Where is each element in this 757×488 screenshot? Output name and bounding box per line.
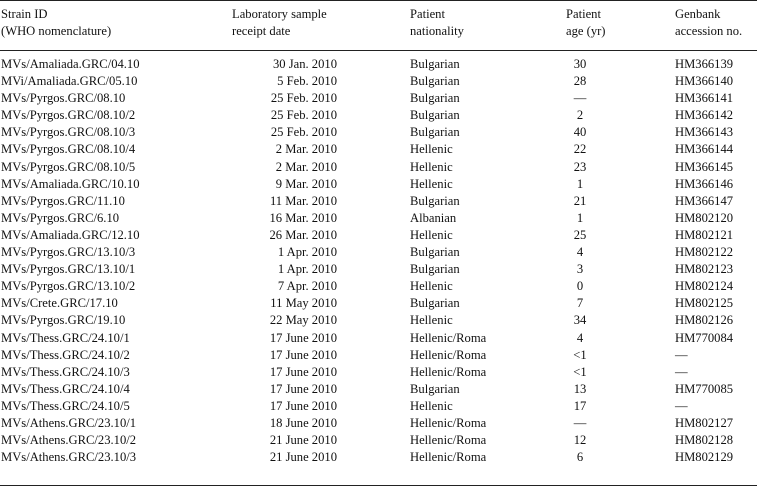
accession-cell: — (675, 364, 688, 379)
table-row (0, 141, 757, 158)
receipt-date-cell: 1 Apr. 2010 (277, 245, 337, 260)
strain-id-cell: MVs/Thess.GRC/24.10/1 (1, 330, 130, 345)
table-row (0, 312, 757, 329)
accession-cell: HM366143 (675, 125, 734, 140)
accession-cell: HM366142 (675, 108, 734, 123)
age-cell: 12 (573, 433, 587, 448)
age-cell: 2 (576, 108, 584, 123)
age-cell: 23 (573, 159, 587, 174)
table-header (0, 6, 757, 46)
accession-cell: HM366146 (675, 176, 734, 191)
nationality-cell: Bulgarian (410, 108, 460, 123)
nationality-cell: Hellenic/Roma (410, 450, 487, 465)
receipt-date-cell: 17 June 2010 (269, 330, 337, 345)
nationality-cell: Hellenic (410, 159, 453, 174)
table-row (0, 330, 757, 347)
table-row (0, 210, 757, 227)
nationality-cell: Hellenic (410, 398, 453, 413)
accession-cell: HM802125 (675, 296, 734, 311)
accession-cell: HM802120 (675, 210, 734, 225)
table-row (0, 107, 757, 124)
strain-id-cell: MVs/Amaliada.GRC/04.10 (1, 57, 140, 71)
accession-cell: HM366144 (675, 142, 734, 157)
strain-id-cell: MVs/Athens.GRC/23.10/3 (1, 450, 137, 465)
table-row (0, 193, 757, 210)
receipt-date-cell: 9 Mar. 2010 (275, 176, 337, 191)
header-receipt-date: Laboratory sample receipt date (232, 7, 327, 38)
strain-id-cell: MVs/Thess.GRC/24.10/5 (1, 398, 130, 413)
table-row (0, 398, 757, 415)
strain-id-cell: MVs/Thess.GRC/24.10/3 (1, 364, 130, 379)
strain-id-cell: MVs/Athens.GRC/23.10/1 (1, 415, 137, 430)
age-cell: 7 (576, 296, 584, 311)
receipt-date-cell: 25 Feb. 2010 (270, 108, 337, 123)
nationality-cell: Bulgarian (410, 381, 460, 396)
nationality-cell: Hellenic (410, 176, 453, 191)
age-cell: 6 (576, 450, 584, 465)
accession-cell: HM802128 (675, 433, 734, 448)
table-row (0, 261, 757, 278)
table-row (0, 432, 757, 449)
receipt-date-cell: 17 June 2010 (269, 347, 337, 362)
strain-id-cell: MVs/Pyrgos.GRC/13.10/1 (1, 262, 136, 277)
header-age: Patient age (yr) (566, 7, 606, 38)
table-row (0, 347, 757, 364)
accession-cell: — (675, 398, 688, 413)
accession-cell: HM802129 (675, 450, 734, 465)
header-strain-id: Strain ID (WHO nomenclature) (1, 7, 112, 38)
table-row (0, 56, 757, 73)
strain-id-cell: MVs/Pyrgos.GRC/13.10/3 (1, 245, 136, 260)
receipt-date-cell: 17 June 2010 (269, 398, 337, 413)
accession-cell: HM366147 (675, 193, 734, 208)
nationality-cell: Bulgarian (410, 57, 460, 71)
age-cell: — (573, 415, 587, 430)
strain-id-cell: MVs/Crete.GRC/17.10 (1, 296, 118, 311)
nationality-cell: Bulgarian (410, 245, 460, 260)
accession-cell: HM802127 (675, 415, 734, 430)
accession-cell: — (675, 347, 688, 362)
top-rule (0, 0, 757, 1)
receipt-date-cell: 26 Mar. 2010 (269, 227, 337, 242)
table-row (0, 159, 757, 176)
receipt-date-cell: 25 Feb. 2010 (270, 91, 337, 106)
accession-cell: HM770084 (675, 330, 734, 345)
strain-id-cell: MVs/Pyrgos.GRC/08.10/4 (1, 142, 136, 157)
receipt-date-cell: 11 May 2010 (270, 296, 337, 311)
receipt-date-cell: 11 Mar. 2010 (269, 193, 337, 208)
age-cell: 30 (573, 57, 587, 71)
nationality-cell: Hellenic (410, 227, 453, 242)
age-cell: 1 (576, 210, 584, 225)
receipt-date-cell: 17 June 2010 (269, 381, 337, 396)
table-row (0, 278, 757, 295)
receipt-date-cell: 30 Jan. 2010 (272, 57, 337, 71)
bottom-rule (0, 485, 757, 486)
strain-id-cell: MVs/Thess.GRC/24.10/4 (1, 381, 130, 396)
header-accession: Genbank accession no. (675, 7, 743, 38)
header-nationality: Patient nationality (410, 7, 464, 38)
strain-id-cell: MVs/Pyrgos.GRC/08.10/2 (1, 108, 136, 123)
age-cell: 17 (573, 398, 587, 413)
receipt-date-cell: 7 Apr. 2010 (277, 279, 337, 294)
age-cell: <1 (573, 364, 587, 379)
age-cell: — (573, 91, 587, 106)
nationality-cell: Hellenic/Roma (410, 415, 487, 430)
receipt-date-cell: 1 Apr. 2010 (277, 262, 337, 277)
receipt-date-cell: 17 June 2010 (269, 364, 337, 379)
nationality-cell: Hellenic/Roma (410, 330, 487, 345)
strain-id-cell: MVs/Pyrgos.GRC/6.10 (1, 210, 120, 225)
header-rule (0, 50, 757, 51)
strain-id-cell: MVs/Amaliada.GRC/10.10 (1, 176, 140, 191)
age-cell: 34 (573, 313, 587, 328)
age-cell: 0 (576, 279, 584, 294)
accession-cell: HM770085 (675, 381, 734, 396)
table-row (0, 124, 757, 141)
receipt-date-cell: 2 Mar. 2010 (275, 142, 337, 157)
table-row (0, 415, 757, 432)
strain-id-cell: MVs/Pyrgos.GRC/19.10 (1, 313, 126, 328)
table-row (0, 227, 757, 244)
strain-id-cell: MVs/Pyrgos.GRC/08.10 (1, 91, 126, 106)
receipt-date-cell: 18 June 2010 (269, 415, 337, 430)
age-cell: 4 (576, 330, 584, 345)
age-cell: 4 (576, 245, 584, 260)
nationality-cell: Hellenic/Roma (410, 364, 487, 379)
nationality-cell: Bulgarian (410, 125, 460, 140)
strain-id-cell: MVs/Pyrgos.GRC/13.10/2 (1, 279, 136, 294)
receipt-date-cell: 25 Feb. 2010 (270, 125, 337, 140)
accession-cell: HM366140 (675, 74, 734, 89)
table-row (0, 449, 757, 466)
nationality-cell: Hellenic (410, 279, 453, 294)
strain-id-cell: MVs/Thess.GRC/24.10/2 (1, 347, 130, 362)
receipt-date-cell: 5 Feb. 2010 (277, 74, 337, 89)
accession-cell: HM802124 (675, 279, 734, 294)
nationality-cell: Bulgarian (410, 296, 460, 311)
receipt-date-cell: 16 Mar. 2010 (269, 210, 337, 225)
age-cell: 22 (573, 142, 587, 157)
table-body (0, 56, 757, 466)
strain-id-cell: MVs/Athens.GRC/23.10/2 (1, 433, 137, 448)
strain-id-cell: MVs/Pyrgos.GRC/11.10 (1, 193, 125, 208)
age-cell: 3 (576, 262, 584, 277)
accession-cell: HM366145 (675, 159, 734, 174)
accession-cell: HM802121 (675, 227, 734, 242)
age-cell: 40 (573, 125, 587, 140)
age-cell: 1 (576, 176, 584, 191)
receipt-date-cell: 22 May 2010 (269, 313, 337, 328)
table-row (0, 244, 757, 261)
strain-id-cell: MVs/Amaliada.GRC/12.10 (1, 227, 140, 242)
receipt-date-cell: 2 Mar. 2010 (275, 159, 337, 174)
table-row (0, 90, 757, 107)
strain-id-cell: MVs/Pyrgos.GRC/08.10/5 (1, 159, 136, 174)
table-row (0, 176, 757, 193)
table-row (0, 381, 757, 398)
accession-cell: HM802126 (675, 313, 734, 328)
nationality-cell: Hellenic/Roma (410, 433, 487, 448)
nationality-cell: Bulgarian (410, 91, 460, 106)
age-cell: <1 (573, 347, 587, 362)
accession-cell: HM366139 (675, 57, 734, 71)
nationality-cell: Albanian (410, 210, 457, 225)
strain-id-cell: MVs/Pyrgos.GRC/08.10/3 (1, 125, 136, 140)
table-row (0, 364, 757, 381)
table-row (0, 295, 757, 312)
age-cell: 21 (573, 193, 587, 208)
receipt-date-cell: 21 June 2010 (269, 433, 337, 448)
nationality-cell: Hellenic/Roma (410, 347, 487, 362)
age-cell: 13 (573, 381, 587, 396)
table-row (0, 73, 757, 90)
age-cell: 28 (573, 74, 587, 89)
receipt-date-cell: 21 June 2010 (269, 450, 337, 465)
age-cell: 25 (573, 227, 587, 242)
strain-id-cell: MVi/Amaliada.GRC/05.10 (1, 74, 138, 89)
nationality-cell: Bulgarian (410, 262, 460, 277)
nationality-cell: Bulgarian (410, 193, 460, 208)
nationality-cell: Hellenic (410, 313, 453, 328)
accession-cell: HM802122 (675, 245, 734, 260)
nationality-cell: Hellenic (410, 142, 453, 157)
nationality-cell: Bulgarian (410, 74, 460, 89)
accession-cell: HM802123 (675, 262, 734, 277)
accession-cell: HM366141 (675, 91, 734, 106)
